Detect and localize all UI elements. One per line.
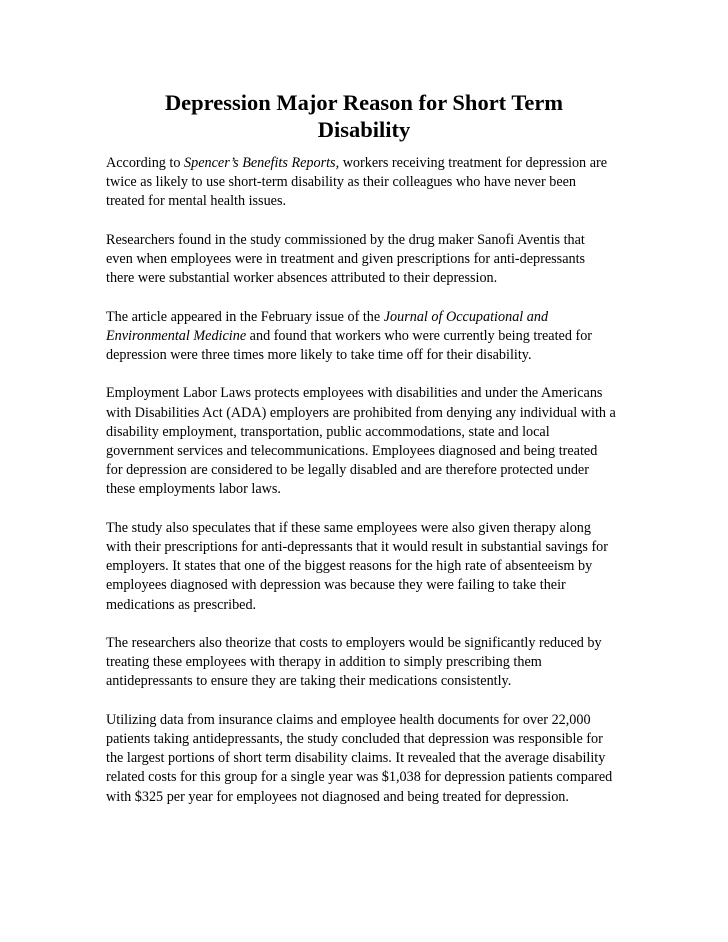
paragraph xyxy=(106,634,626,692)
text-line: there were substantial worker absences attributed to their depression. xyxy=(106,270,498,287)
text-line: Researchers found in the study commissioned by the drug maker Sanofi Aventis that xyxy=(106,231,585,248)
text-line: depression were three times more likely to take time off for their disability. xyxy=(106,347,532,363)
text-line: medications as prescribed. xyxy=(106,596,257,613)
text-line: these employments labor laws. xyxy=(106,481,281,498)
paragraph xyxy=(106,308,626,366)
text-line xyxy=(106,308,626,327)
text-line: Employment Labor Laws protects employees with disabilities and under the Americans xyxy=(106,385,603,402)
text-run: and found that workers who were currently being treated for xyxy=(246,327,593,344)
text-run: workers receiving treatment for depression are xyxy=(339,155,608,171)
text-run: The article appeared in the February issue of the xyxy=(106,308,384,325)
paragraph xyxy=(106,231,626,289)
title-line-2: Disability xyxy=(317,117,411,142)
italic-title-run: Journal of Occupational and xyxy=(383,308,549,325)
text-line xyxy=(106,154,626,173)
text-line: disability employment, transportation, public accommodations, state and local xyxy=(106,423,550,440)
text-line: treated for mental health issues. xyxy=(106,193,287,210)
paragraph xyxy=(106,154,626,212)
title-line-1: Depression Major Reason for Short Term xyxy=(164,90,564,115)
text-line: Utilizing data from insurance claims and employee health documents for over 22,000 xyxy=(106,711,591,728)
text-line: The study also speculates that if these same employees were also given therapy along xyxy=(106,519,591,536)
text-run: According to xyxy=(106,155,185,171)
text-line: even when employees were in treatment and given prescriptions for anti-depressants xyxy=(106,251,586,267)
text-line: related costs for this group for a single year was $1,038 for depression patients compared xyxy=(106,769,613,786)
text-line: patients taking antidepressants, the study concluded that depression was responsible for xyxy=(106,731,603,747)
text-line: with Disabilities Act (ADA) employers are prohibited from denying any individual with a xyxy=(106,404,616,421)
text-line: antidepressants to ensure they are taking their medications consistently. xyxy=(106,673,512,690)
text-line xyxy=(106,327,626,346)
italic-title-run: Spencer’s Benefits Reports, xyxy=(184,155,340,171)
document-body xyxy=(106,154,626,826)
text-line: employers. It states that one of the biggest reasons for the high rate of absenteeism by xyxy=(106,558,593,575)
text-line: employees diagnosed with depression was because they were failing to take their xyxy=(106,577,566,594)
text-line: treating these employees with therapy in addition to simply prescribing them xyxy=(106,654,542,671)
paragraph xyxy=(106,519,626,615)
italic-title-run: Environmental Medicine xyxy=(106,327,247,344)
paragraph xyxy=(106,384,626,499)
text-line: The researchers also theorize that costs to employers would be significantly reduced by xyxy=(106,635,602,651)
paragraph xyxy=(106,711,626,807)
text-line: for depression are considered to be legally disabled and are therefore protected under xyxy=(106,462,589,479)
text-line: government services and telecommunications. Employees diagnosed and being treated xyxy=(106,443,598,459)
text-line: with $325 per year for employees not diagnosed and being treated for depression. xyxy=(106,788,569,805)
text-line: with their prescriptions for anti-depressants that it would result in substantial savings for xyxy=(106,539,608,555)
text-line: the largest portions of short term disability claims. It revealed that the average disability xyxy=(106,750,606,767)
text-line: twice as likely to use short-term disability as their colleagues who have never been xyxy=(106,174,577,191)
document-title xyxy=(108,89,620,143)
